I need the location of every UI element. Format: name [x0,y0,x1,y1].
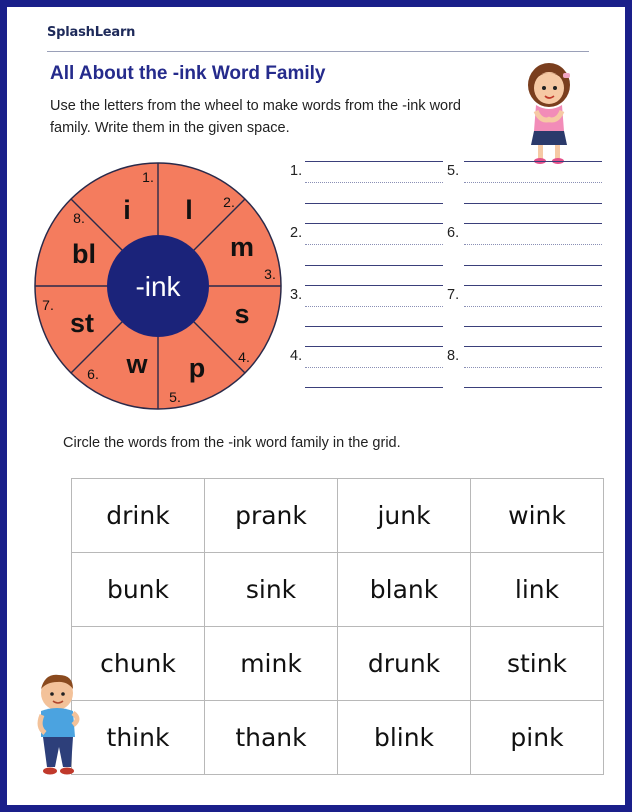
grid-row [72,479,604,553]
answer-line[interactable] [305,161,443,162]
answer-number-6: 6. [447,225,460,241]
wheel-number-2: 2. [223,194,235,210]
grid-word[interactable]: prank [205,479,338,553]
grid-word[interactable]: sink [205,553,338,627]
grid-word[interactable]: blink [338,701,471,775]
answer-line[interactable] [464,285,602,286]
answer-line[interactable] [305,346,443,347]
answer-number-2: 2. [290,225,303,241]
answer-number-8: 8. [447,348,460,364]
girl-illustration [519,59,579,165]
grid-word[interactable]: junk [338,479,471,553]
answer-number-5: 5. [447,163,460,179]
wheel-number-3: 3. [264,266,276,282]
answer-guide [464,244,602,245]
grid-word[interactable]: think [72,701,205,775]
grid-word[interactable]: link [471,553,604,627]
grid-word[interactable]: thank [205,701,338,775]
answer-line[interactable] [305,285,443,286]
grid-word[interactable]: stink [471,627,604,701]
brand-logo: SplashLearn [47,25,136,40]
answer-guide [305,244,443,245]
answer-guide [464,306,602,307]
answer-guide [464,367,602,368]
grid-word[interactable]: drunk [338,627,471,701]
answer-guide [305,306,443,307]
grid-word[interactable]: chunk [72,627,205,701]
answer-line[interactable] [464,387,602,388]
wheel-letters-5: p [188,353,206,383]
instruction-part1: Use the letters from the wheel to make words from the -ink word family. Write them in the given space. [50,98,461,136]
wheel-letters-8: bl [72,239,96,269]
word-grid [71,478,604,775]
grid-word[interactable]: pink [471,701,604,775]
worksheet-page [7,7,625,805]
wheel-number-8: 8. [73,210,85,226]
answer-line[interactable] [305,203,443,204]
answer-number-7: 7. [447,287,460,303]
answer-line[interactable] [464,326,602,327]
grid-word[interactable]: mink [205,627,338,701]
answer-number-4: 4. [290,348,303,364]
letter-wheel [29,157,287,415]
wheel-letters-4: s [234,299,250,329]
answer-line[interactable] [464,203,602,204]
wheel-letters-3: m [229,232,255,262]
wheel-letters-2: l [185,195,193,225]
answer-line[interactable] [305,326,443,327]
wheel-number-4: 4. [238,349,250,365]
wheel-letters-1: i [123,195,131,225]
answer-line[interactable] [305,223,443,224]
wheel-number-7: 7. [42,297,54,313]
answer-guide [305,182,443,183]
grid-row [72,553,604,627]
grid-word[interactable]: drink [72,479,205,553]
answer-number-3: 3. [290,287,303,303]
grid-row [72,627,604,701]
answer-line[interactable] [305,265,443,266]
answer-guide [305,367,443,368]
answer-number-1: 1. [290,163,303,179]
header-divider [47,51,589,52]
grid-word[interactable]: wink [471,479,604,553]
page-title: All About the -ink Word Family [50,63,326,84]
wheel-number-5: 5. [169,389,181,405]
grid-word[interactable]: blank [338,553,471,627]
answer-guide [464,182,602,183]
wheel-number-1: 1. [142,169,154,185]
answer-line[interactable] [464,346,602,347]
answer-line[interactable] [305,387,443,388]
answer-line[interactable] [464,223,602,224]
wheel-center-label: -ink [135,271,181,302]
boy-illustration [33,671,85,779]
instruction-part2: Circle the words from the -ink word family in the grid. [63,435,401,451]
answer-line[interactable] [464,265,602,266]
wheel-letters-6: w [126,349,148,379]
grid-word[interactable]: bunk [72,553,205,627]
grid-row [72,701,604,775]
wheel-number-6: 6. [87,366,99,382]
wheel-letters-7: st [69,308,95,338]
